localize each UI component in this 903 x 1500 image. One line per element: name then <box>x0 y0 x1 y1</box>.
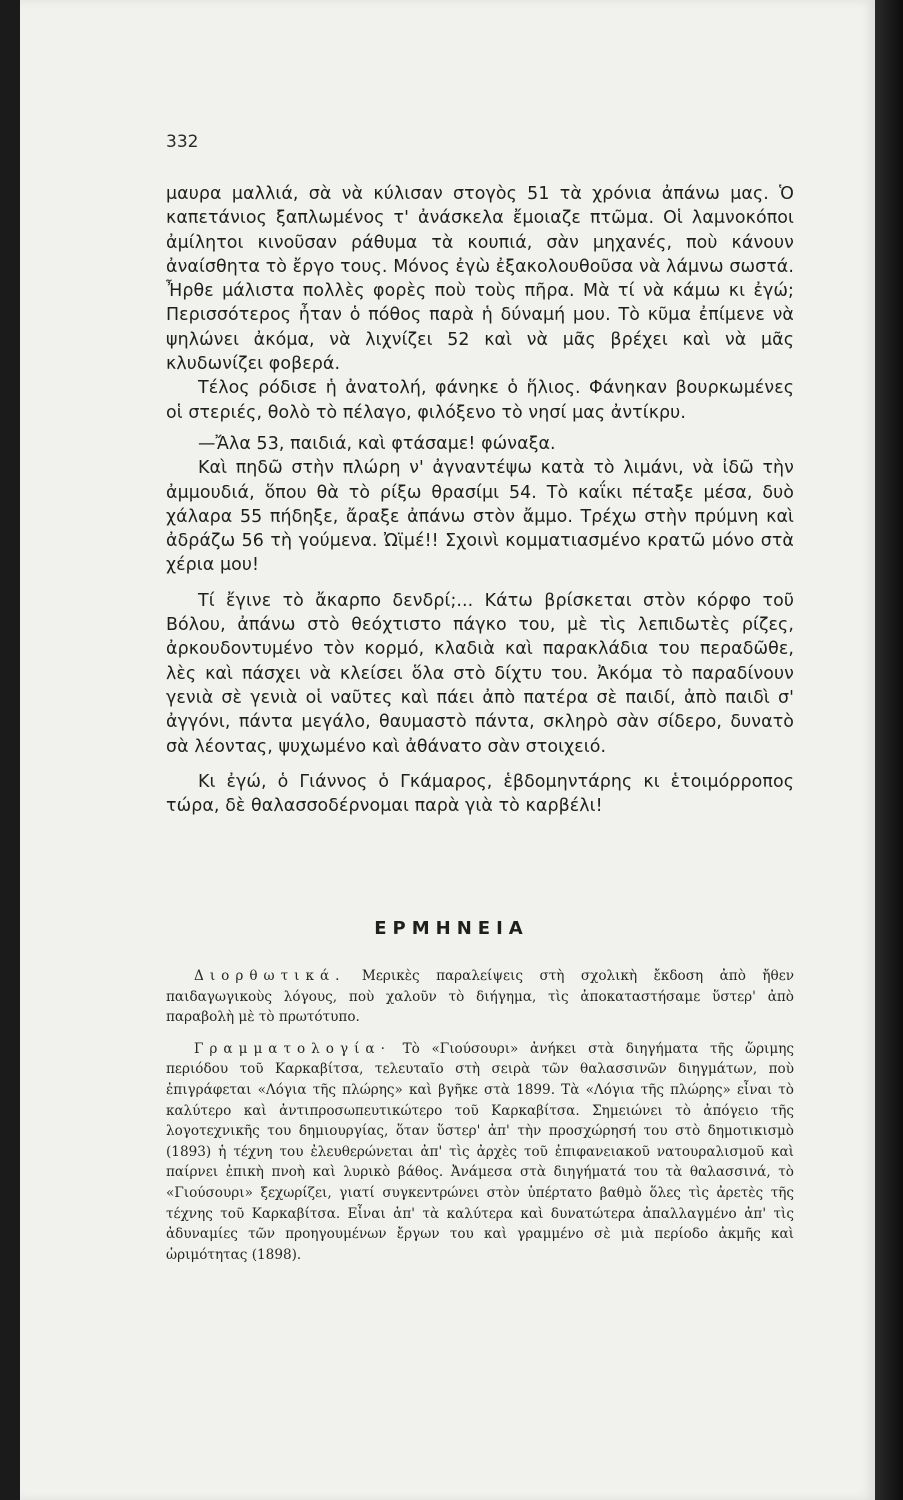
commentary-notes <box>166 966 794 1265</box>
paragraph-5: Τί ἔγινε τὸ ἄκαρπο δενδρί;... Κάτω βρίσκεται στὸν κόρφο τοῦ Βόλου, ἀπάνω στὸ θεόχτιστο πάγκο του, μὲ τὶς λεπιδωτὲς ρίζες, ἀρκουδοντυμένο τὸν κορμό, κλαδιὰ καὶ παρακλάδια του περαδῶθε, λὲς καὶ πάσχει νὰ κλείσει ὅλα στὸ δίχτυ του. Ἀκόμα τὸ παραδίνουν γενιὰ σὲ γενιὰ οἱ ναῦτες καὶ πάει ἀπὸ πατέρα σὲ παιδί, ἀπὸ παιδὶ σ' ἀγγόνι, πάντα μεγάλο, θαυμαστὸ πάντα, σκληρὸ σὰν σίδερο, δυνατὸ σὰ λέοντας, ψυχωμένο καὶ ἀθάνατο σὰν στοιχειό. <box>166 590 794 757</box>
note-text-diorthotika: Μερικὲς παραλείψεις στὴ σχολικὴ ἔκδοση ἀπὸ ἤθεν παιδαγωγικοὺς λόγους, ποὺ χαλοῦν τὸ διήγημα, τὶς ἀποκαταστήσαμε ὕστερ' ἀπὸ παραβολὴ μὲ τὸ πρωτότυπο. <box>166 968 795 1026</box>
story-text <box>166 182 794 818</box>
section-heading: ΕΡΜΗΝΕΙΑ <box>374 918 529 939</box>
note-label-grammatologia: Γραμματολογία· <box>194 1040 391 1057</box>
paragraph-2: Τέλος ρόδισε ἡ ἀνατολή, φάνηκε ὁ ἥλιος. Φάνηκαν βουρκωμένες οἱ στεριές, θολὸ τὸ πέλαγο, φιλόξενο τὸ νησί μας ἀντίκρυ. <box>166 378 794 423</box>
paragraph-3: —Ἄλα 53, παιδιά, καὶ φτάσαμε! φώναξα. <box>198 433 556 454</box>
paragraph-1: μαυρα μαλλιά, σὰ νὰ κύλισαν στογὸς 51 τὰ χρόνια ἀπάνω μας. Ὁ καπετάνιος ξαπλωμένος τ' ἀνάσκελα ἔμοιαζε πτῶμα. Οἱ λαμνοκόποι ἀμίλητοι κινοῦσαν ράθυμα τὰ κουπιά, σὰν μηχανές, ποὺ κάνουν ἀναίσθητα τὸ ἔργο τους. Μόνος ἐγὼ ἐξακολουθοῦσα νὰ λάμνω σωστά. Ἦρθε μάλιστα πολλὲς φορὲς ποὺ τοὺς πῆρα. Μὰ τί νὰ κάμω κι ἐγώ; Περισσότερος ἦταν ὁ πόθος παρὰ ἡ δύναμή μου. Τὸ κῦμα ἐπίμενε νὰ ψηλώνει ἀκόμα, νὰ λιχνίζει 52 καὶ νὰ μᾶς βρέχει καὶ νὰ μᾶς κλυδωνίζει φοβερά. <box>166 184 794 375</box>
paragraph-6: Κι ἐγώ, ὁ Γιάννος ὁ Γκάμαρος, ἑβδομηντάρης κι ἑτοιμόρροπος τώρα, δὲ θαλασσοδέρνομαι παρὰ γιὰ τὸ καρβέλι! <box>166 771 794 817</box>
note-diorthotika <box>166 966 794 1028</box>
paragraph-4: Καὶ πηδῶ στὴν πλώρη ν' ἀγναντέψω κατὰ τὸ λιμάνι, νὰ ἰδῶ τὴν ἀμμουδιά, ὅπου θὰ τὸ ρίξω θρασίμι 54. Τὸ καΐκι πέταξε μέσα, δυὸ χάλαρα 55 πήδηξε, ἄραξε ἀπάνω στὸν ἄμμο. Τρέχω στὴν πρύμνη καὶ ἀδράζω 56 τὴ γούμενα. Ὠϊμέ!! Σχοινὶ κομματιασμένο κρατῶ μόνο στὰ χέρια μου! <box>166 458 794 576</box>
page-number: 332 <box>166 132 199 152</box>
note-grammatologia <box>166 1039 794 1266</box>
note-label-diorthotika: Διορθωτικά. <box>194 968 346 984</box>
note-text-grammatologia: Τὸ «Γιούσουρι» ἀνήκει στὰ διηγήματα τῆς ὥριμης περιόδου τοῦ Καρκαβίτσα, τελευταῖο στὴ σειρὰ τῶν θαλασσινῶν διηγμάτων, ποὺ ἐπιγράφεται «Λόγια τῆς πλώρης» καὶ βγῆκε στὰ 1899. Τὰ «Λόγια τῆς πλώρης» εἶναι τὸ καλύτερο καὶ ἀντιπροσωπευτικώτερο τοῦ Καρκαβίτσα. Σημειώνει τὸ ἀπόγειο τῆς λογοτεχνικῆς του δημιουργίας, ὅταν ὕστερ' ἀπ' τὴν προσχώρησή του στὸ δημοτικισμὸ (1893) ἡ τέχνη του ἐλευθερώνεται ἀπ' τὶς ἀρχὲς τοῦ ἐπιφανειακοῦ νατουραλισμοῦ καὶ παίρνει ἐπικὴ πνοὴ καὶ λυρικὸ βάθος. Ἀνάμεσα στὰ διηγήματά του τὰ θαλασσινά, τὸ «Γιούσουρι» ξεχωρίζει, γιατί συγκεντρώνει στὸν ὑπέρτατο βαθμὸ ὅλες τὶς ἀρετὲς τῆς τέχνης τοῦ Καρκαβίτσα. Εἶναι ἀπ' τὰ καλύτερα καὶ δυνατώτερα ἀπαλλαγμένο ἀπ' τὶς ἀδυναμίες τῶν προηγουμένων ἔργων του καὶ γραμμένο σὲ μιὰ περίοδο ἀκμῆς καὶ ὡριμότητας (1898). <box>166 1040 794 1263</box>
book-spine-shadow <box>875 0 903 1500</box>
